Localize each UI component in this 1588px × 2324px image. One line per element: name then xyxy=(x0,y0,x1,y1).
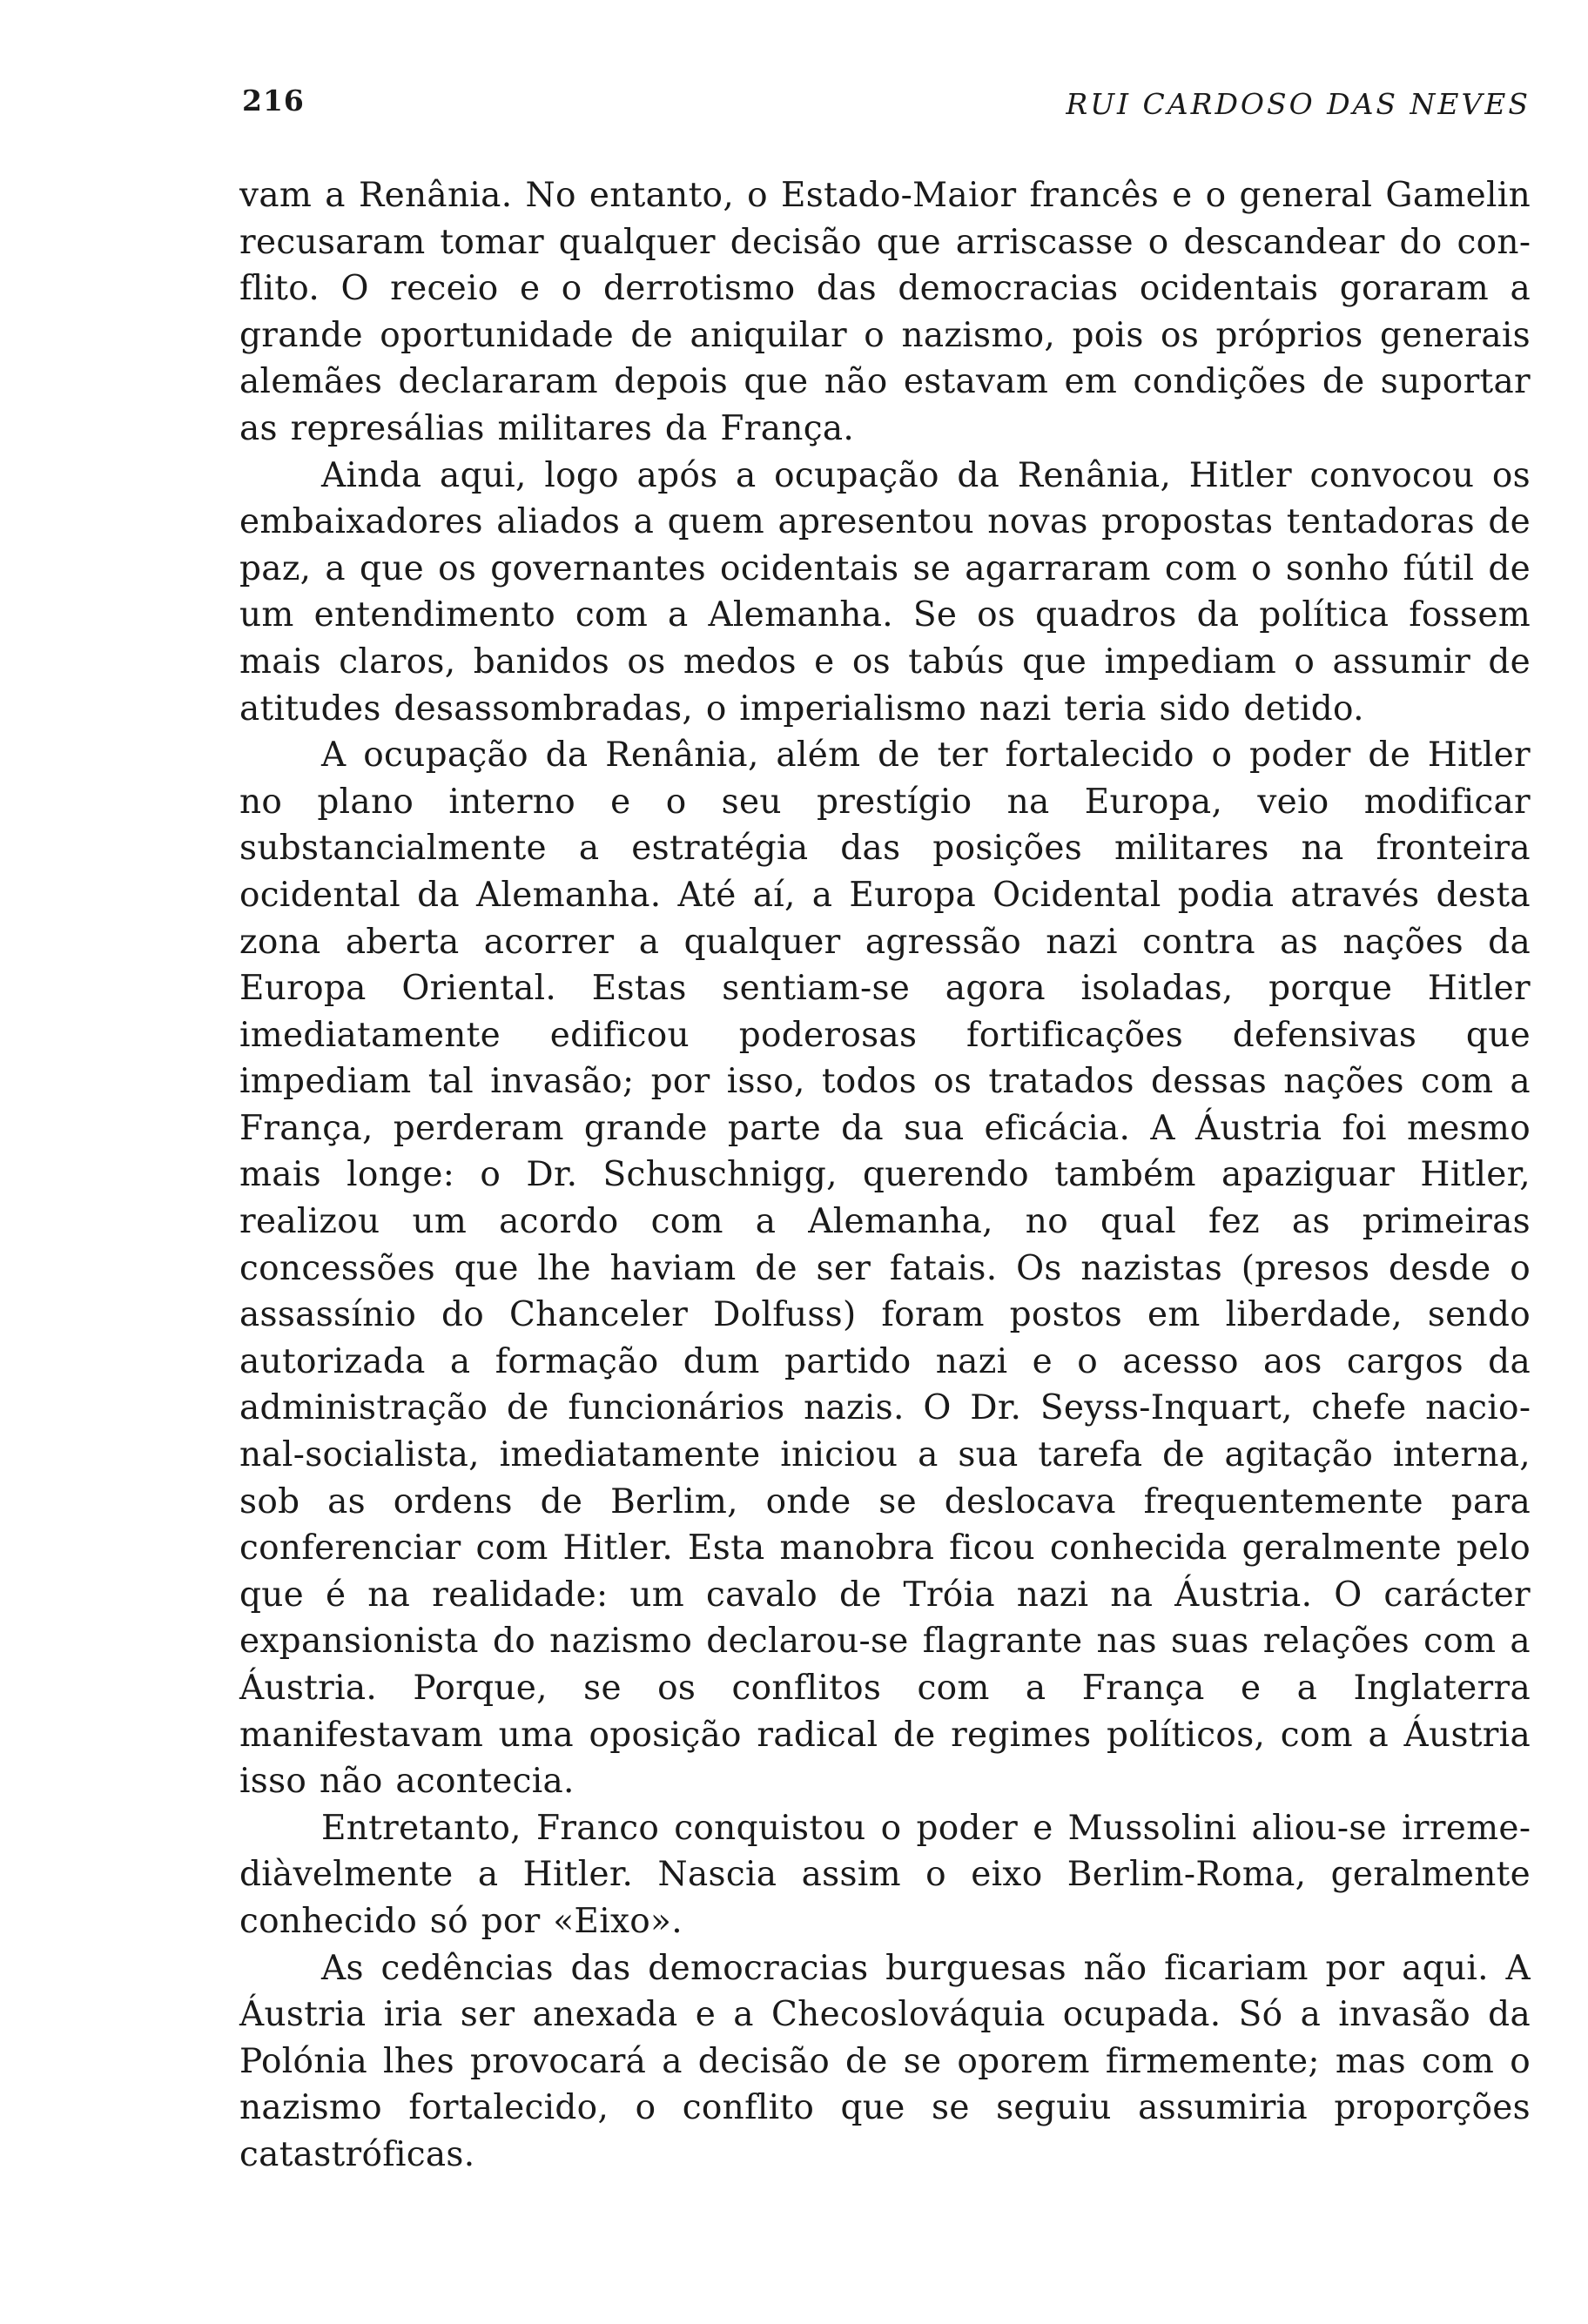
paragraph: A ocupação da Renânia, além de ter fortalecido o poder de Hitler no plano interno e o seu prestígio na Europa, veio modificar substancialmente a estratégia das posições militares na fronteira ocidental da Alemanha. Até aí, a Europa Ocidental podia através desta zona aberta acorrer a qualquer agressão nazi contra as nações da Europa Oriental. Estas sentiam-se agora isoladas, porque Hitler imediatamente edificou poderosas fortificações defensivas que impediam tal invasão; por isso, todos os tratados dessas nações com a França, perderam grande parte da sua eficácia. A Áustria foi mesmo mais longe: o Dr. Schuschnigg, querendo também apaziguar Hitler, realizou um acordo com a Alemanha, no qual fez as primeiras concessões que lhe haviam de ser fatais. Os nazistas (presos desde o assassínio do Chanceler Dolfuss) foram postos em liberdade, sendo autorizada a formação dum partido nazi e o acesso aos cargos da administração de funcionários nazis. O Dr. Seyss-Inquart, chefe nacional-socialista, imediatamente iniciou a sua tarefa de agitação interna, sob as ordens de Berlim, onde se deslocava frequentemente para conferenciar com Hitler. Esta manobra ficou conhecida geralmente pelo que é na realidade: um cavalo de Tróia nazi na Áustria. O carácter expansionista do nazismo declarou-se flagrante nas suas relações com a Áustria. Porque, se os conflitos com a França e a Inglaterra manifestavam uma oposição radical de regimes políticos, com a Áustria isso não acontecia. xyxy=(239,735,1531,1802)
running-head: RUI CARDOSO DAS NEVES xyxy=(1066,87,1531,121)
paragraph: Entretanto, Franco conquistou o poder e Mussolini aliou-se irremediàvelmente a Hitler. Nascia assim o eixo Berlim-Roma, geralmente conhecido só por «Eixo». xyxy=(239,1808,1531,1941)
body-text xyxy=(239,172,1531,2179)
page-header xyxy=(242,84,1531,136)
page-number: 216 xyxy=(242,84,305,118)
paragraph: As cedências das democracias burguesas não ficariam por aqui. A Áustria iria ser anexada e a Checoslováquia ocupada. Só a invasão da Polónia lhes provocará a decisão de se oporem firmemente; mas com o nazismo fortalecido, o conflito que se seguiu assumiria proporções catastróficas. xyxy=(239,1948,1531,2174)
paragraph: vam a Renânia. No entanto, o Estado-Maior francês e o general Gamelin recusaram tomar qualquer decisão que arriscasse o descandear do conflito. O receio e o derrotismo das democracias ocidentais goraram a grande oportunidade de aniquilar o nazismo, pois os próprios generais alemães declararam depois que não estavam em condições de suportar as represálias militares da França. xyxy=(239,176,1531,448)
paragraph: Ainda aqui, logo após a ocupação da Renânia, Hitler convocou os embaixadores aliados a quem apresentou novas propostas tentadoras de paz, a que os governantes ocidentais se agarraram com o sonho fútil de um entendimento com a Alemanha. Se os quadros da política fossem mais claros, banidos os medos e os tabús que impediam o assumir de atitudes desassombradas, o imperialismo nazi teria sido detido. xyxy=(239,455,1531,729)
